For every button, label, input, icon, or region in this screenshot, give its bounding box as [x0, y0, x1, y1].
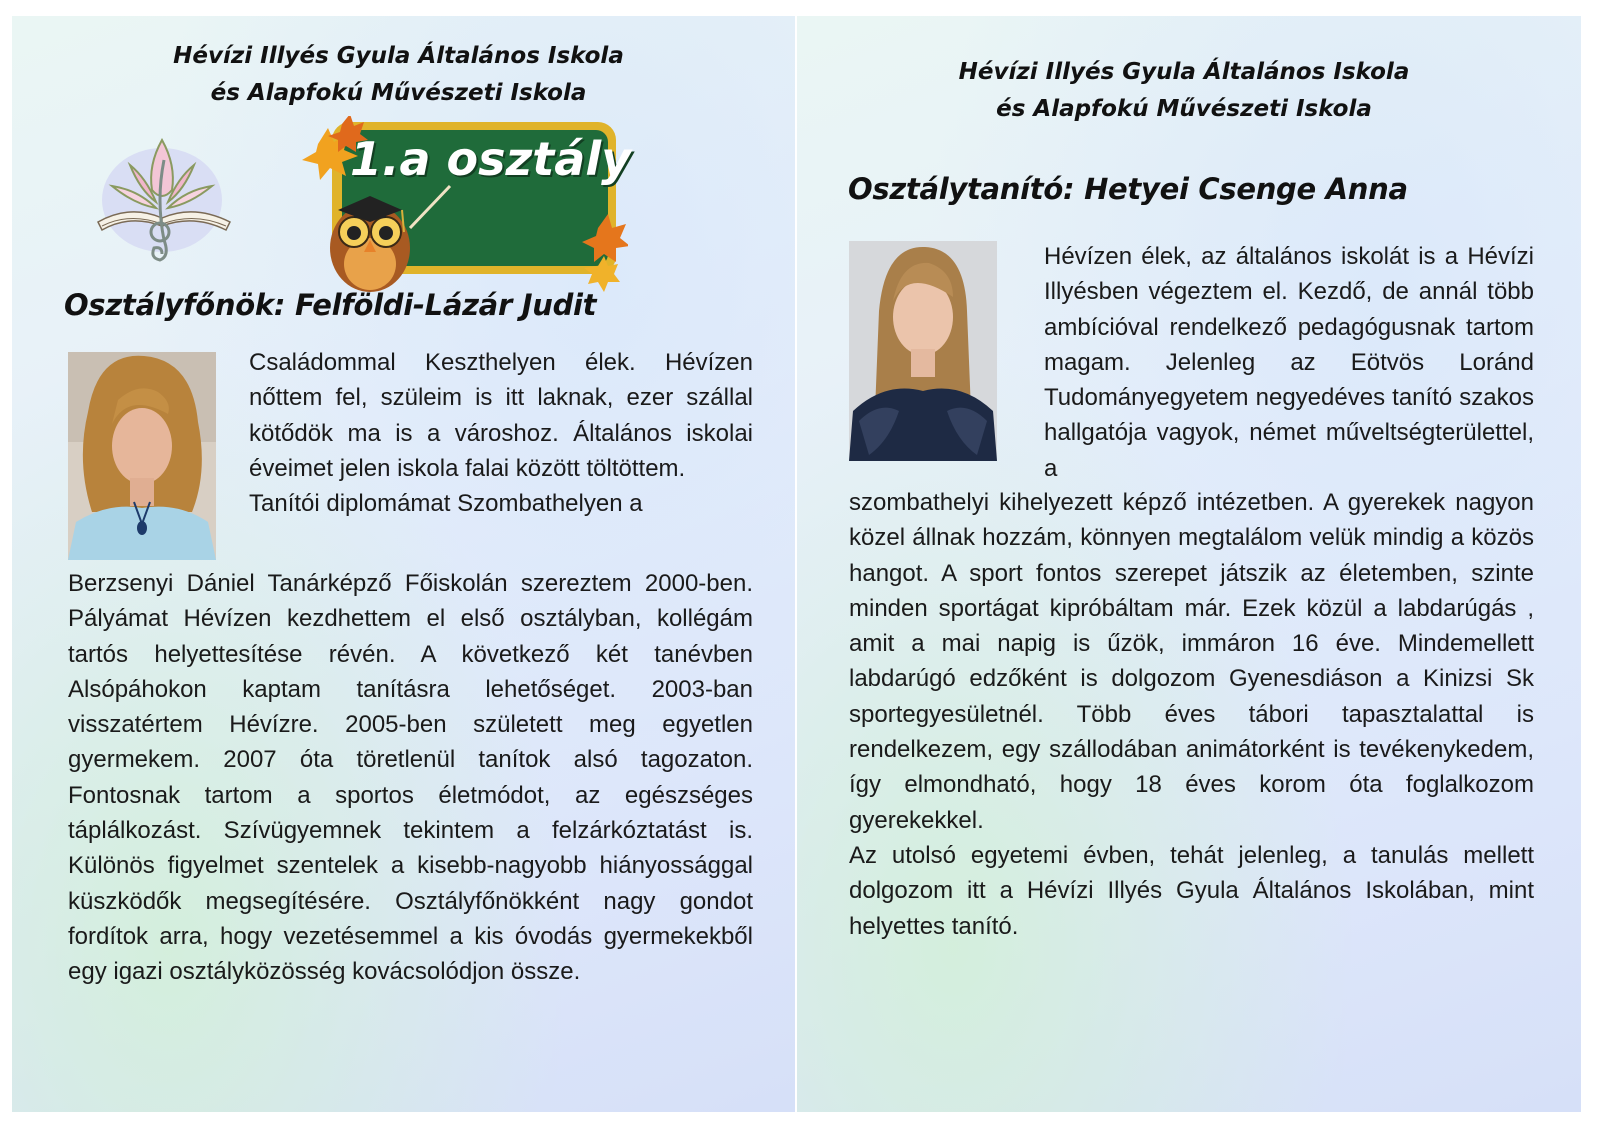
- class-teacher-intro-paragraph: Hévízen élek, az általános iskolát is a Hévízi Illyésben végeztem el. Kezdő, de annál több ambícióval rendelkező pedagógusnak tartom magam. Jelenleg az Eötvös Loránd Tudományegyetem negyedéves tanító szakos hallgatója vagyok, német műveltségterülettel, a: [1044, 243, 1534, 482]
- class-teacher-heading: Osztálytanító: Hetyei Csenge Anna: [848, 172, 1408, 206]
- left-page: [12, 16, 795, 1112]
- school-name-line1: Hévízi Illyés Gyula Általános Iskola: [173, 43, 624, 69]
- homeroom-teacher-photo: [68, 352, 216, 560]
- homeroom-teacher-intro: [249, 345, 753, 521]
- school-name-line1: Hévízi Illyés Gyula Általános Iskola: [958, 59, 1410, 85]
- class-teacher-bio-paragraph-2: Az utolsó egyetemi évben, tehát jelenleg, a tanulás mellett dolgozom itt a Hévízi Illyés Gyula Általános Iskolában, mint helyettes tanító.: [849, 841, 1534, 940]
- school-name-line2: és Alapfokú Művészeti Iskola: [996, 96, 1372, 122]
- right-page: [797, 16, 1581, 1112]
- homeroom-teacher-intro-diploma-line: Tanítói diplomámat Szombathelyen a: [249, 490, 643, 518]
- class-teacher-bio: [849, 485, 1534, 944]
- homeroom-teacher-bio-paragraph: Berzsenyi Dániel Tanárképző Főiskolán szereztem 2000-ben. Pályámat Hévízen kezdhettem el első osztályban, kollégám tartós helyettesítése révén. A következő két tanévben Alsópáhokon kaptam tanításra lehetőséget. 2003-ban visszatértem Hévízre. 2005-ben született meg egyetlen gyermekem. 2007 óta töretlenül tanítok alsó tagozaton. Fontosnak tartom a sportos életmódot, az egészséges táplálkozást. Szívügyemnek tekintem a felzárkóztatást is. Különös figyelmet szentelek a kisebb-nagyobb hiányossággal küszködők megsegítésére. Osztályfőnökként nagy gondot fordítok arra, hogy vezetésemmel a kis óvodás gyermekekből egy igazi osztályközösség kovácsolódjon össze.: [68, 570, 753, 986]
- school-logo-lotus-icon: [90, 120, 238, 270]
- class-teacher-photo: [849, 241, 997, 461]
- class-teacher-bio-paragraph-1: szombathelyi kihelyezett képző intézetben. A gyerekek nagyon közel állnak hozzám, könnyen megtalálom velük mindig a közös hangot. A sport fontos szerepet játszik az életemben, szinte minden sportágat kipróbáltam már. Ezek közül a labdarúgás , amit a mai napig is űzök, immáron 16 éve. Mindemellett labdarúgó edzőként is dolgozom Gyenesdiáson a Kinizsi Sk sportegyesületnél. Több éves tábori tapasztalattal is rendelkezem, egy szállodában animátorként is tevékenykedem, így elmondható, hogy 18 éves korom óta foglalkozom gyerekekkel.: [849, 489, 1534, 834]
- homeroom-teacher-bio: [68, 566, 753, 990]
- school-name: [12, 38, 795, 112]
- class-badge-label: 1.a osztály: [350, 132, 632, 186]
- school-name: [797, 54, 1581, 128]
- class-teacher-intro: [1044, 239, 1534, 486]
- homeroom-teacher-intro-paragraph: Családommal Keszthelyen élek. Hévízen nőttem fel, szüleim is itt laknak, ezer szállal kötődök ma is a városhoz. Általános iskolai éveimet jelen iskola falai között töltöttem.: [249, 349, 753, 482]
- school-name-line2: és Alapfokú Művészeti Iskola: [210, 80, 587, 106]
- homeroom-teacher-heading: Osztályfőnök: Felföldi-Lázár Judit: [64, 288, 597, 322]
